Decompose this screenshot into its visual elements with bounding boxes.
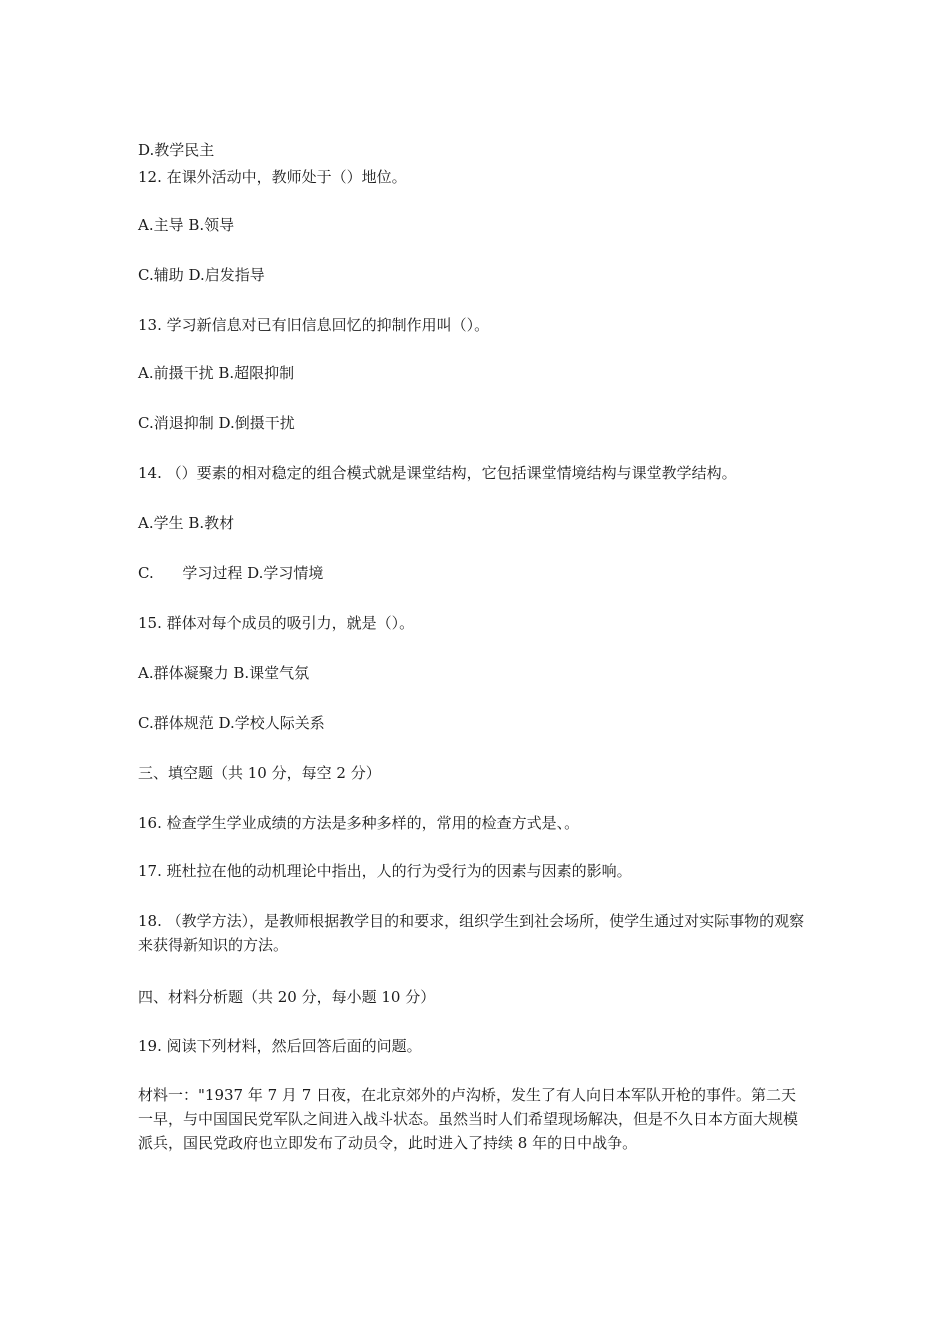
option-line: C.辅助 D.启发指导 [138, 266, 265, 284]
section-heading-4: 四、材料分析题（共 20 分，每小题 10 分） [138, 988, 436, 1006]
option-line: C. 学习过程 D.学习情境 [138, 564, 324, 582]
option-line: C.群体规范 D.学校人际关系 [138, 714, 325, 732]
option-line: A.群体凝聚力 B.课堂气氛 [138, 664, 310, 682]
question-18: 18. （教学方法），是教师根据教学目的和要求，组织学生到社会场所，使学生通过对实际事物的观察来获得新知识的方法。 [138, 912, 805, 954]
question-13: 13. 学习新信息对已有旧信息回忆的抑制作用叫（）。 [138, 316, 490, 334]
option-line: C.消退抑制 D.倒摄干扰 [138, 414, 295, 432]
question-15: 15. 群体对每个成员的吸引力，就是（）。 [138, 614, 415, 632]
option-line: D.教学民主 [138, 141, 215, 159]
question-14: 14. （）要素的相对稳定的组合模式就是课堂结构，它包括课堂情境结构与课堂教学结构。 [138, 464, 737, 482]
material-one: 材料一："1937 年 7 月 7 日夜，在北京郊外的卢沟桥，发生了有人向日本军队开枪的事件。第二天一早，与中国国民党军队之间进入战斗状态。虽然当时人们希望现场解决，但是不久日本方面大规模派兵，国民党政府也立即发布了动员令，此时进入了持续 8 年的日中战争。 [138, 1086, 799, 1152]
question-19: 19. 阅读下列材料，然后回答后面的问题。 [138, 1037, 422, 1055]
option-line: A.学生 B.教材 [138, 514, 235, 532]
option-line: A.前摄干扰 B.超限抑制 [138, 364, 295, 382]
question-17: 17. 班杜拉在他的动机理论中指出，人的行为受行为的因素与因素的影响。 [138, 862, 632, 880]
question-12: 12. 在课外活动中，教师处于（）地位。 [138, 168, 407, 186]
question-16: 16. 检查学生学业成绩的方法是多种多样的，常用的检查方式是、。 [138, 814, 580, 832]
section-heading-3: 三、填空题（共 10 分，每空 2 分） [138, 764, 381, 782]
option-line: A.主导 B.领导 [138, 216, 235, 234]
